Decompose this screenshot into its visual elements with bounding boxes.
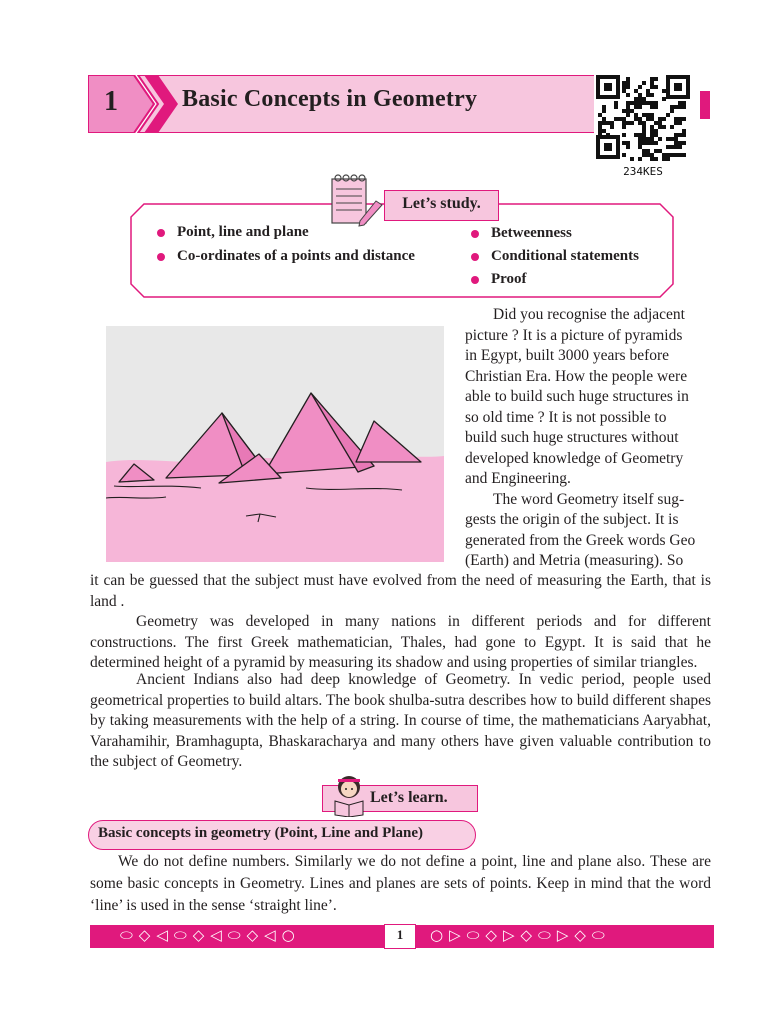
qr-module [654,157,658,161]
qr-module [598,129,602,133]
qr-module [654,85,658,89]
qr-module [634,133,638,137]
qr-module [654,133,658,137]
qr-code-icon[interactable] [594,73,692,178]
qr-module [678,145,682,149]
qr-module [650,85,654,89]
qr-module [666,145,670,149]
qr-module [622,125,626,129]
qr-module [638,133,642,137]
qr-module [674,121,678,125]
qr-code-text: 234KES [623,165,663,178]
qr-module [618,117,622,121]
qr-module [626,81,630,85]
footer-left-shapes: ⬭◇◁⬭◇◁⬭◇◁○ [120,926,301,944]
qr-module [682,129,686,133]
qr-module [610,125,614,129]
qr-module [598,125,602,129]
qr-module [682,141,686,145]
bullet-icon [471,253,479,261]
qr-module [666,157,670,161]
qr-module [626,121,630,125]
qr-module [646,117,650,121]
qr-module [662,153,666,157]
chapter-number: 1 [104,86,118,117]
qr-module [678,105,682,109]
qr-module [638,93,642,97]
qr-module [638,117,642,121]
qr-module [610,121,614,125]
qr-module [654,121,658,125]
qr-module [682,101,686,105]
qr-module [634,97,638,101]
qr-module [658,117,662,121]
qr-module [602,117,606,121]
qr-module [602,109,606,113]
qr-module [650,157,654,161]
qr-module [634,113,638,117]
qr-module [678,133,682,137]
qr-module [650,101,654,105]
qr-module [646,89,650,93]
qr-module [666,113,670,117]
qr-module [666,137,670,141]
qr-module [682,133,686,137]
qr-module [678,121,682,125]
qr-module [674,117,678,121]
paragraph-basic-concepts: We do not define numbers. Similarly we do not define a point, line and plane also. These are some basic concepts in Geometry. Lines and planes are sets of points. Keep in mind that the word ‘line’ is used in the sense ‘straight line’. [90,853,711,914]
qr-module [678,141,682,145]
pyramids-illustration [106,326,444,562]
qr-module [642,133,646,137]
qr-module [670,153,674,157]
qr-module [626,113,630,117]
study-item-left-1: Point, line and plane [157,224,309,241]
qr-module [622,109,626,113]
qr-module [626,77,630,81]
qr-module [678,117,682,121]
qr-module [650,137,654,141]
qr-module [622,89,626,93]
qr-module [682,117,686,121]
qr-module [658,121,662,125]
section-title: Basic concepts in geometry (Point, Line and Plane) [98,825,423,841]
qr-module [622,117,626,121]
qr-module [650,113,654,117]
qr-module [626,145,630,149]
qr-module [650,153,654,157]
qr-module [622,81,626,85]
qr-module [642,97,646,101]
qr-module [662,157,666,161]
qr-module [670,105,674,109]
qr-module [634,101,638,105]
qr-module [650,129,654,133]
qr-module [622,153,626,157]
bullet-icon [471,230,479,238]
qr-module [598,121,602,125]
page-number: 1 [396,927,404,942]
qr-module [682,105,686,109]
qr-module [654,105,658,109]
qr-module [598,113,602,117]
qr-module [646,113,650,117]
qr-module [658,149,662,153]
qr-module [654,129,658,133]
qr-module [622,121,626,125]
bullet-icon [157,253,165,261]
qr-module [614,117,618,121]
qr-module [622,133,626,137]
qr-module [642,121,646,125]
qr-module [626,93,630,97]
qr-module [650,125,654,129]
paragraph-thales: Geometry was developed in many nations in different periods and for different constructions. The first Greek mathematician, Thales, had gone to Egypt. It is said that he determined height of a pyramid by measuring its shadow and using properties of similar triangles. [90,613,711,671]
qr-module [650,93,654,97]
qr-module [650,105,654,109]
qr-module [650,133,654,137]
qr-module [634,117,638,121]
qr-module [626,105,630,109]
qr-module [638,85,642,89]
qr-module [614,101,618,105]
intro-paragraph-1: Did you recognise the adjacent picture ? It is a picture of pyramids in Egypt, built 3000 years before Christian Era. How the people were able to build such huge structures in so old time ? It is not possible to build such huge structures without developed knowledge of Geometry and Engineering. The word Geometry itself sug- gests the origin of the subject. It is generated from the Greek words Geo (Earth) and Metria (measuring). So [465,306,696,569]
qr-module [662,89,666,93]
qr-module [638,157,642,161]
qr-module [622,141,626,145]
bullet-icon [471,276,479,284]
paragraph-ancient-indians: Ancient Indians also had deep knowledge of Geometry. In vedic period, people used geometrical properties to build altars. The book shulba-sutra describes how to build different shapes by taking measurements with the help of a string. In course of time, the mathematicians Aaryabhat, Varahamihir, Bramhagupta, Bhaskaracharya and many others have given valuable contribution to the subject of Geometry. [90,671,711,770]
qr-module [642,149,646,153]
qr-module [678,153,682,157]
qr-module [670,145,674,149]
qr-module [634,105,638,109]
qr-module [642,137,646,141]
footer-right-shapes: ○▷⬭◇▷◇⬭▷◇⬭ [430,926,611,944]
qr-module [630,101,634,105]
study-item-right-2: Conditional statements [471,248,639,265]
qr-module [650,141,654,145]
study-item-left-2: Co-ordinates of a points and distance [157,248,415,265]
qr-module [646,137,650,141]
qr-module [650,117,654,121]
qr-module [642,81,646,85]
qr-module [654,77,658,81]
qr-module [614,105,618,109]
notepad-pencil-icon [326,171,384,227]
qr-module [630,109,634,113]
qr-module [638,105,642,109]
qr-module [642,141,646,145]
qr-module [642,113,646,117]
qr-module [674,133,678,137]
qr-module [674,105,678,109]
qr-module [662,117,666,121]
study-item-right-1: Betweenness [471,225,572,242]
lets-learn-label: Let’s learn. [370,789,448,806]
qr-module [638,141,642,145]
reading-girl-icon [330,773,368,817]
qr-module [646,153,650,157]
qr-module [638,121,642,125]
qr-module [642,153,646,157]
qr-module [642,101,646,105]
qr-module [674,145,678,149]
lets-study-label: Let’s study. [402,195,481,212]
qr-module [630,121,634,125]
qr-module [606,121,610,125]
qr-module [626,101,630,105]
qr-module [662,97,666,101]
qr-module [626,109,630,113]
qr-module [650,77,654,81]
qr-module [626,85,630,89]
qr-module [658,125,662,129]
qr-module [646,93,650,97]
bullet-icon [157,229,165,237]
qr-module [602,129,606,133]
intro-paragraph-2-tail: it can be guessed that the subject must have evolved from the need of measuring the Earth, that is land . [90,572,711,610]
qr-module [634,89,638,93]
qr-module [658,137,662,141]
qr-module [678,101,682,105]
qr-module [646,149,650,153]
qr-module [626,141,630,145]
qr-module [666,153,670,157]
qr-module [646,101,650,105]
qr-module [670,137,674,141]
qr-module [654,101,658,105]
qr-module [670,125,674,129]
qr-module [638,145,642,149]
qr-module [630,157,634,161]
qr-module [638,137,642,141]
qr-module [674,153,678,157]
chapter-title: Basic Concepts in Geometry [182,86,478,112]
qr-module [662,125,666,129]
qr-module [602,121,606,125]
qr-module [622,85,626,89]
qr-module [674,141,678,145]
qr-module [638,101,642,105]
study-item-right-3: Proof [471,271,527,288]
qr-module [646,141,650,145]
qr-module [642,125,646,129]
qr-module [654,141,658,145]
qr-module [670,109,674,113]
qr-module [638,97,642,101]
qr-module [682,153,686,157]
qr-module [674,137,678,141]
qr-module [602,105,606,109]
qr-module [654,149,658,153]
qr-module [650,81,654,85]
qr-module [642,129,646,133]
